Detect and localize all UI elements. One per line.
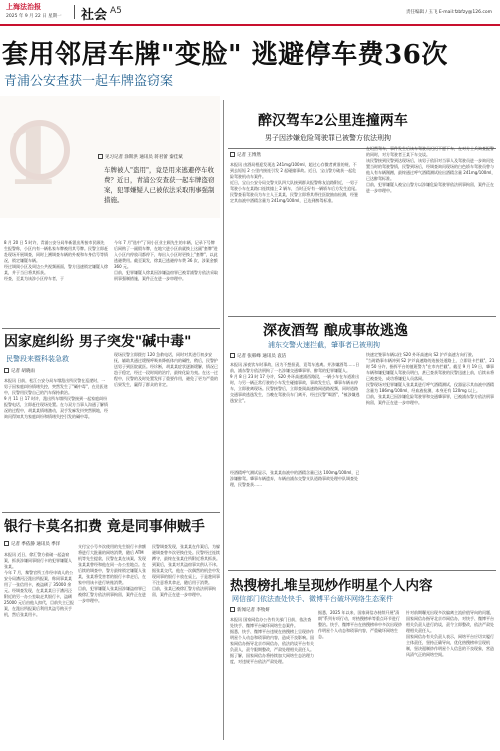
header-rule [0, 24, 500, 26]
masthead [6, 2, 494, 24]
story2-column-1: 本报讯 由酒局相迎发现达 241mg/100ml，超过心存微者黄准的规，不到去短短 2 公里内接连引发 2 起碰撞事故。近日，宝山警方破获一起危险驾驶机动车案件。 近日，宝山公安分局交警支队四大队接到群众报警称友谊路附近，一男子驾驶小车在某路口连续撞上 2 辆车，当时正好有一辆轿车后方发生追尾。民警查看驾驶员为车主人王某某，民警立即将其带往医院抽血检测，经鉴定其血液中酒精含量为 241mg/100ml，已达到醉驾标准。 [230, 162, 360, 203]
lead-column-2: 今年 7 月"选中"了同小区业主顾先生的车辆，记录下号牌后网购了一副假车牌，在地穴进小区前就换上这副"套牌"进入小区内停放司都停下，每出入小区时更换上"套牌"，以此逃避费用。截至案发，徐某已逃避停车费 36 次，涉案金额 360 元。 目前，犯罪嫌疑人徐某因涉嫌盗窃罪已被青浦警方依法采取刑事强制措施，案件正在进一步审理中。 [114, 240, 218, 281]
story5-column-1: 本报讯 近日，徐汇警方侦破一起盗窃案，抓获涉嫌同事银行卡的犯罪嫌疑人张某。 今年 7 月，黎警官所工作经申请人的公安分局漕河泾派出所报案，称同事某某用了一张信用卡，被盗刷了 35000 余元。经调查发现，在某某某日于漕河泾附近的另一办公室取走其银行卡，盗刷 25000 元后由他人扣代，目前失主已报案，在派出所报案后利用其盗号购买手机，然后张某用卡。 [4, 552, 74, 617]
lead-headline: 套用邻居车牌"变脸" 逃避停车费36次 [2, 40, 448, 70]
story4-column-1: 本报讯 日前，松江公安分局车墩派出所民警在巡逻时，一男子因家庭纠纷情绪失控，突然发生了"碱中毒"，在送医途中，民警用民警自己的汽车保持救治。 9 月 11 日 17 时许，派出所车墩所民警接到一起家庭纠纷报警电话，立即赶往现场处置。在与双方当事人沟通了解情况的过程中，胡某某情绪激动，双手发麻发抖突然倒地，经询问得知其为家庭纠纷和情绪失控引发的碱中毒。 [4, 378, 108, 419]
story3-top-rule [228, 316, 496, 317]
story4-subhead: 民警段来暨科装急救 [6, 355, 69, 363]
lead-column-1: 8 月 20 日 5 时许，青浦公安分局华新派出所接市民顾先生报警称，小区内有一辆私家车牌被用其号牌。民警立即赶赴现场开展调查，同时上溯调查车辆的外观和车身信号等情况，锁定嫌疑车辆。 经过调阅小区及周边公共视频画面，警方迅速锁定嫌疑人徐某，并于当日将其抓获。 经查，至某为该涉小区停车者，于 [4, 240, 108, 281]
byline-box-icon [4, 368, 9, 373]
decorative-calligraphy-icon: 1 [4, 109, 60, 203]
lead-pullquote: 车牌被人"盗用"，竟是用来逃避停车收费？近日，青浦公安查获一起车牌盗窃案，犯罪嫌疑人已被依法采取刑事强制措施。 [104, 166, 215, 204]
story4-top-rule [2, 328, 220, 329]
vertical-divider [223, 100, 224, 740]
story2-byline: 记者 王博然 [230, 152, 261, 159]
page-number: A5 [110, 6, 122, 16]
byline-box-icon [98, 154, 103, 159]
byline-box-icon [4, 541, 9, 546]
story6-column-2: 据悉，2025 年以来，国家网信办持续开展"清朗"系列专项行动，对热搜榜单等重点环节进行整治。快手、微博平台在热搜榜单中多次出现炒作明星个人动态和琐事内容，严重破坏网络生态。 [318, 610, 402, 639]
story2-headline: 醉汉驾车2公里连撞两车 [258, 113, 408, 129]
story6-top-rule [228, 570, 496, 571]
lead-subhead: 青浦公安查获一起车牌盗窃案 [4, 74, 174, 89]
issue-date: 2025 年 9 月 22 日 星期一 [6, 14, 62, 19]
section-name: 社会 [81, 8, 108, 23]
lead-byline: 见习记者 涂斯洪 通讯员 蒋君蕾 秦佳斌 [98, 154, 248, 161]
story6-byline: 新闻记者 李牧妍 [230, 607, 270, 614]
story5-top-rule [2, 512, 220, 513]
story5-byline: 记者 季依静 通讯员 季洋 [4, 541, 60, 548]
story4-headline: 因家庭纠纷 男子突发"碱中毒" [4, 334, 192, 350]
story5-column-2: 支付宝小号多次使用的先生银行卡余额将进行大批量的网络消费，随后 ATM 机等先生提款，民警在某在该案，发现张某某曾经和他在同一办公室地点。在后续的调查中，警方最终锁定嫌疑人张某，张某将受害者的银行卡拿走后，在家中用该卡进行转账消费。 目前，犯罪嫌疑人张某因涉嫌盗窃罪已被徐汇警方依法刑事拘留，案件正在进一步审理中。 [78, 544, 146, 603]
story6-headline: 热搜榜扎堆呈现炒作明星个人内容 [230, 578, 433, 594]
byline-box-icon [230, 152, 235, 157]
magnifier-icon [10, 120, 70, 180]
byline-box-icon [230, 353, 235, 358]
newspaper-logo: 上海法治报 [6, 2, 41, 11]
editor-info: 责任编辑 / 玉飞 E-mail:fzbfzy@126.com [406, 10, 492, 15]
story3-column-3: 快速定签事车辆以往 S20 外环高速向 S2 沪芦高速方向行驶。 "当时路事车辆冲到 S2 沪芦高速路的连接处道路上，立即设卡拦截"，21 时 50 分许，指挥平台的值班警力"在市内拦截"。截至 9 月 19 日，肇事车辆和嫌犯嫌疑人驾驶员明白，甚已查获驾驶的民警迅速上前，后续未将已被查处，成功将嫌犯人员落网。 民警现场对犯罪嫌疑人张某某进行呼气酒精测试，仪器显示其血液中酒精含量为 186mg/100ml，经血液检测，本身还有 120mg 以上。 目前，张某某已因涉嫌危险驾驶罪和交通肇事罪，已被浦东警方依法刑事拘留，案件正在进一步审理中。 [366, 352, 495, 405]
story3-subhead: 浦东交警火速拦截，肇事者已被刑拘 [268, 341, 380, 349]
story3-column-2: 经酒精呼气测试显示，张某某血液中的酒精含量已达 100mg/100ml，已涉嫌醉驾。肇事车辆遗弃，车辆由浦东交警支队道路事故处理中队调查处理，民警查获…… [230, 470, 360, 487]
byline-box-icon [230, 607, 235, 612]
story3-headline: 深夜酒驾 酿成事故逃逸 [263, 323, 408, 339]
story6-subhead: 网信部门依法查处快手、微博平台破坏网络生态案件 [232, 595, 393, 603]
story3-byline: 记者 张韩峰 通讯员 袁洁 [230, 353, 286, 360]
section-divider [74, 5, 75, 19]
story4-column-2: 现场民警立即拨打 120 急救电话，同时对其进行初步安抚，辅助其通过缓慢呼吸来降低体内的碱性，稍后，民警护送男子到医院就医。经诊断，胡某某症状逐渐缓解，情况已趋于稳定，经过一段时间的治疗，最终化险为夷。在这一过程中，民警的及时处置发挥了重要作用，避免了更为严重的后果发生，赢得了群众的肯定。 [114, 352, 218, 387]
story3-column-1: 本报讯 深夜饮车时事故，因为不想担责，竟驾车逃离。并涉嫌酒驾……日前，浦东警方依法刑拘了一名涉嫌交通肇事罪、醉驾的犯罪嫌疑人。 9 月 8 日 23 时 17 分许，S20 外环高速浦西路段，一辆小车在车道准出时，与另一辆正常行驶的小车发生碰撞事故，事故发生后，肇事车辆未停车，立即驶离现场。民警接警后，立即查阅高速路网道路视频，同时道路交通事故逃逸发生，当晚在驾驶员车门离开，经过民警"喝酒"，"被涉嫌逃逸安全"。 [230, 362, 360, 403]
story5-column-3: 民警调查发现，张某某在作案后，为躲避调查曾多次更换住处。民警经过连续蹲守，最终在张某住所附近将其抓获。到案后，张某对其盗窃事实供认不讳。 据张某交代，他在一次偶然的机会中发现同事的银行卡放在桌上，于是趁同事不注意将其拿走，随后用于消费。 目前，张某已被徐汇警方依法刑事拘留，案件正在进一步审理中。 [152, 544, 220, 597]
story2-subhead: 男子因涉嫌危险驾驶罪已被警方依法刑拘 [265, 134, 391, 142]
story4-byline: 记者 胡晓雨 [4, 368, 35, 375]
story6-column-3: 针对前期曝光出现多次偏离主流价值导向的问题，国家网信办指导北京市网信办，对快手、微博平台相关负责人进行约谈，责令立即整改，依法严肃处理相关责任人。 国家网信办有关负责人表示，网络平台应切实履行主体责任，坚持正确导向，优化热搜榜单呈现机制，坚决遏制炒作明星个人信息的不良现象，营造风清气正的网络空间。 [406, 610, 494, 657]
story5-headline: 银行卡莫名扣费 竟是同事伸贼手 [4, 519, 205, 535]
story2-column-2: 在坦然驾车，事件发生后该车驾驶员迟迟不愿下车，在对方士兵询查报警的同时，对方驾驶者王某下车交谈。 该民警接到民警到达现场后，该男子依旧对当事人及驾驶员进一步询问处置当时的驾驶警情，民警到场后，经调查询问现场的白色轿车驾驶员曾与他人有车辆剐蹭，最终通过呼气酒精测试检出酒精含量 241mg/100ml，已达醉驾标准。 目前，犯罪嫌疑人被宝山警方以涉嫌危险驾驶罪依法刑事拘留，案件正在进一步审理中。 [366, 146, 496, 193]
story6-column-1: 本报讯 国家网信办公告有关部门日前，依法查处快手、微博平台破坏网络生态案件。 据悉，快手、微博平台违规在热搜榜上呈现炒作明星个人动态和琐事的内容，造成不良影响。国家网信办指导北京市网信办，依法约谈平台有关负责人，责令限期整改，严肃处理相关责任人。据了解，国家网信办将持续加大网络生态治理力度，对违规平台依法严肃处理。 [230, 617, 314, 664]
